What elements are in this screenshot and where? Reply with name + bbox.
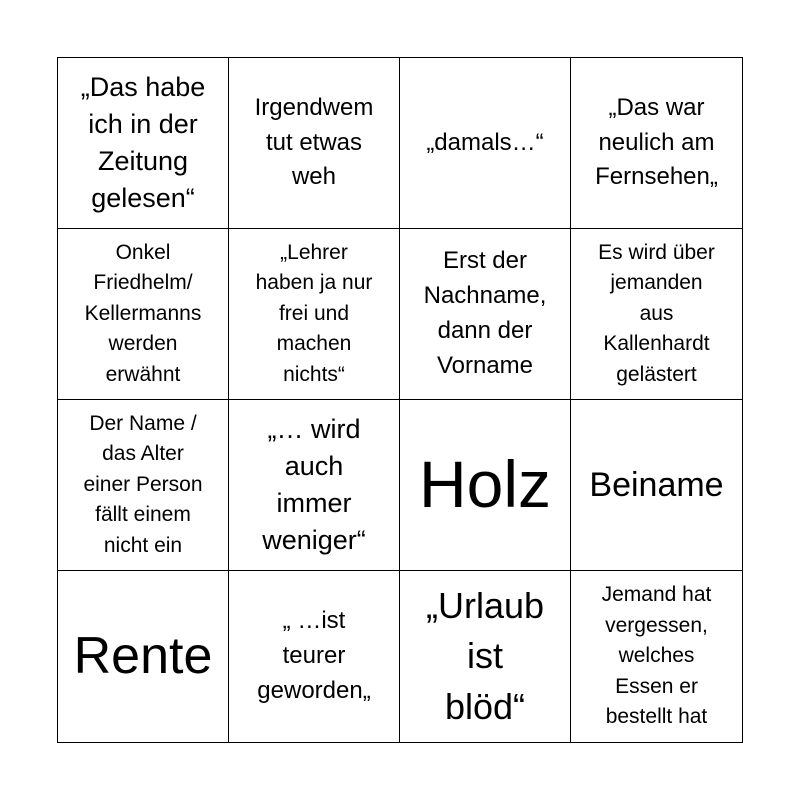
bingo-cell[interactable] bbox=[58, 58, 229, 229]
bingo-cell[interactable] bbox=[400, 400, 571, 571]
cell-text: Beiname bbox=[589, 465, 724, 504]
cell-text: Es wird über jemanden aus Kallenhardt gelästert bbox=[598, 240, 715, 386]
cell-text: Erst der Nachname, dann der Vorname bbox=[423, 247, 547, 379]
cell-text: Rente bbox=[73, 627, 213, 686]
cell-text: Der Name / das Alter einer Person fällt einem nicht ein bbox=[83, 411, 203, 557]
bingo-cell[interactable] bbox=[400, 571, 571, 742]
cell-text: „Das habe ich in der Zeitung gelesen“ bbox=[80, 72, 206, 213]
cell-text: „Das war neulich am Fernsehen„ bbox=[595, 93, 718, 191]
bingo-cell[interactable] bbox=[400, 58, 571, 229]
cell-text: „damals…“ bbox=[426, 128, 544, 156]
bingo-cell[interactable] bbox=[229, 571, 400, 742]
bingo-cell[interactable] bbox=[571, 571, 742, 742]
bingo-cell[interactable] bbox=[229, 229, 400, 400]
cell-text: „Lehrer haben ja nur frei und machen nichts“ bbox=[255, 240, 373, 386]
cell-text: Jemand hat vergessen, welches Essen er bestellt hat bbox=[601, 583, 712, 729]
bingo-cell[interactable] bbox=[400, 229, 571, 400]
bingo-cell[interactable] bbox=[229, 58, 400, 229]
cell-text: „… wird auch immer weniger“ bbox=[262, 414, 366, 555]
bingo-cell[interactable] bbox=[58, 400, 229, 571]
bingo-cell[interactable] bbox=[571, 229, 742, 400]
bingo-cell[interactable] bbox=[571, 58, 742, 229]
bingo-cell[interactable] bbox=[229, 400, 400, 571]
bingo-cell[interactable] bbox=[571, 400, 742, 571]
cell-text: „ …ist teurer geworden„ bbox=[257, 607, 371, 704]
cell-text: Irgendwem tut etwas weh bbox=[254, 93, 374, 191]
bingo-cell[interactable] bbox=[58, 229, 229, 400]
bingo-board bbox=[57, 57, 743, 743]
cell-text: Onkel Friedhelm/ Kellermanns werden erwähnt bbox=[84, 240, 202, 386]
bingo-cell[interactable] bbox=[58, 571, 229, 742]
cell-text: „Urlaub ist blöd“ bbox=[425, 584, 545, 727]
cell-text: Holz bbox=[418, 447, 552, 522]
